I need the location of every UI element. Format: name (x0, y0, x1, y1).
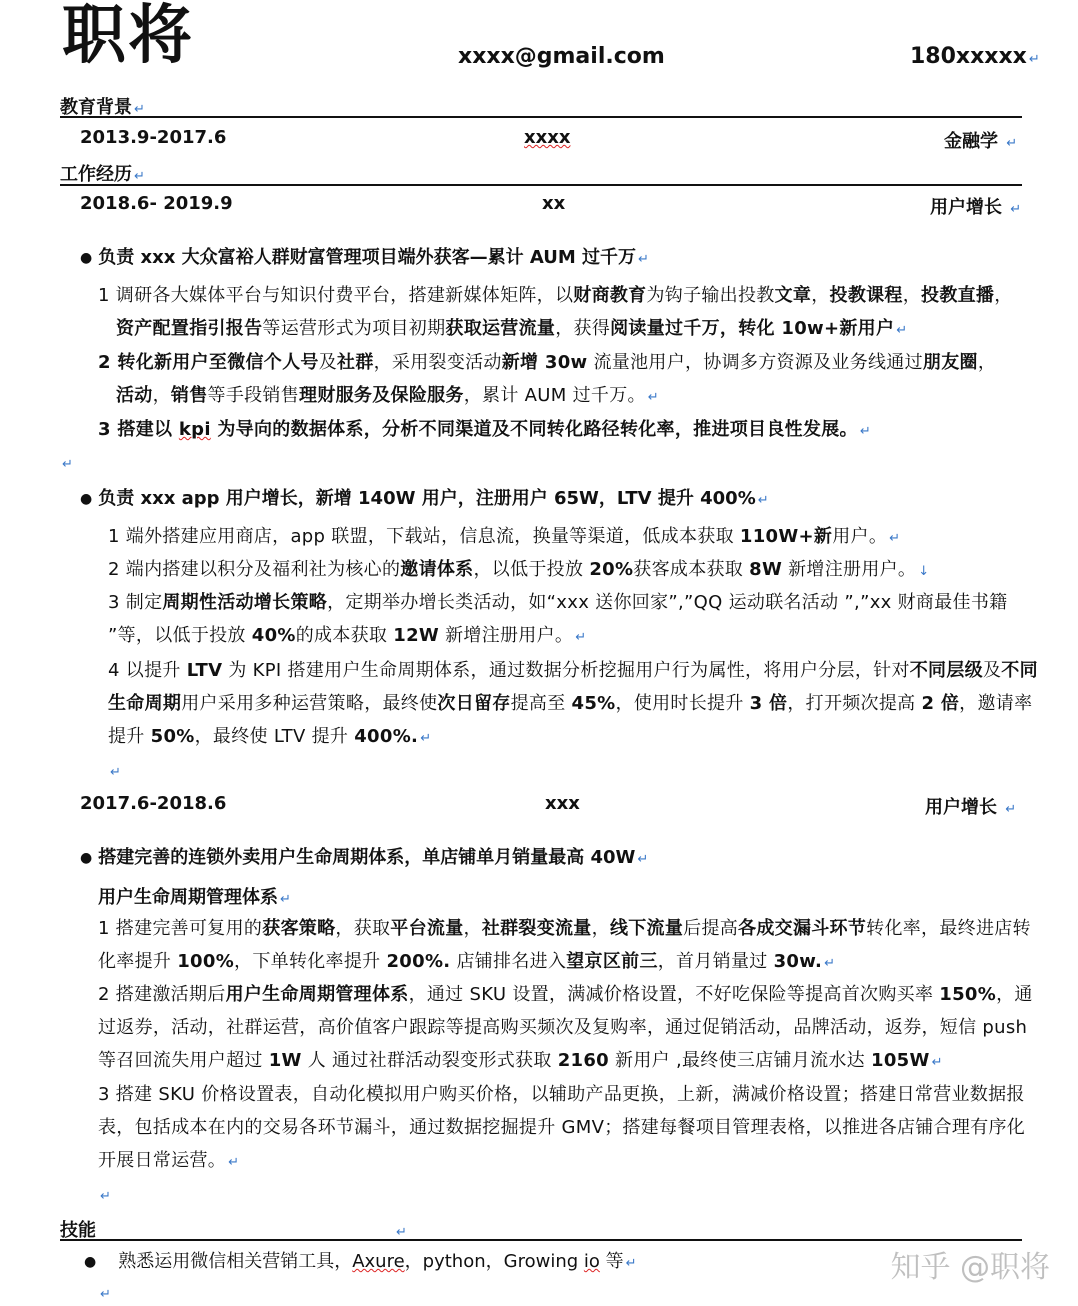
empty-paragraph (60, 452, 73, 473)
empty-paragraph (108, 760, 121, 781)
paragraph-mark: ↵ (280, 892, 291, 907)
job2-project1-item1: 1 搭建完善可复用的获客策略，获取平台流量，社群裂变流量，线下流量后提高各成交漏斗环节转化率，最终进店转化率提升 100%，下单转化率提升 200%. 店铺排名进入望京区前三，首月销量过 30w. ↵ (98, 918, 1031, 972)
section-title-education: 教育背景 ↵ (60, 97, 145, 118)
education-school: xxxx (524, 127, 571, 148)
paragraph-mark: ↵ (757, 493, 769, 508)
paragraph-mark: ↵ (134, 169, 145, 184)
job2-project1-title: ● 搭建完善的连锁外卖用户生命周期体系，单店铺单月销量最高 40W ↵ (80, 843, 648, 869)
job1-project2-item4: 4 以提升 LTV 为 KPI 搭建用户生命周期体系，通过数据分析挖掘用户行为属性，将用户分层，针对不同层级及不同生命周期用户采用多种运营策略，最终使次日留存提高至 45%，使用时长提升 3 倍，打开频次提高 2 倍，邀请率提升 50%，最终使 LTV 提升 400%. ↵ (108, 660, 1038, 747)
job1-project1-item1: 1 调研各大媒体平台与知识付费平台，搭建新媒体矩阵，以财商教育为钩子输出投教文章，投教课程，投教直播， 资产配置指引报告等运营形式为项目初期获取运营流量，获得阅读量过千万，转化 10w+新用户 ↵ (98, 285, 1013, 339)
paragraph-mark: ↵ (228, 1155, 240, 1170)
section-title-work: 工作经历 ↵ (60, 164, 145, 185)
paragraph-mark: ↵ (859, 424, 872, 439)
paragraph-mark: ↵ (896, 323, 908, 338)
paragraph-mark: ↵ (396, 1225, 407, 1240)
job2-project1-item3: 3 搭建 SKU 价格设置表，自动化模拟用户购买价格，以辅助产品更换，上新，满减价格设置；搭建日常营业数据报表，包括成本在内的交易各环节漏斗，通过数据挖掘提升 GMV；搭建每餐项目管理表格，以推进各店铺合理有序化开展日常运营。 ↵ (98, 1084, 1026, 1171)
paragraph-mark: ↵ (100, 1189, 111, 1204)
education-period: 2013.9-2017.6 (80, 127, 227, 148)
watermark: 知乎 @职将 (890, 1250, 1050, 1285)
paragraph-mark: ↵ (575, 630, 587, 645)
job1-project2-item3: 3 制定周期性活动增长策略，定期举办增长类活动，如“xxx 送你回家”,”QQ 运动联名活动 ”,”xx 财商最佳书籍 ”等，以低于投放 40%的成本获取 12W 新增注册用户。 ↵ (108, 592, 1008, 646)
paragraph-mark: ↵ (625, 1256, 637, 1271)
paragraph-mark: ↵ (638, 252, 649, 267)
paragraph-mark: ↵ (889, 531, 901, 546)
paragraph-mark: ↵ (824, 956, 836, 971)
job2-role: 用户增长 ↵ (925, 797, 1017, 818)
paragraph-mark: ↵ (134, 102, 145, 117)
paragraph-mark: ↵ (1005, 802, 1017, 817)
job2-period: 2017.6-2018.6 (80, 793, 227, 814)
job1-project1-item2: 2 转化新用户至微信个人号及社群，采用裂变活动新增 30w 流量池用户，协调多方资源及业务线通过朋友圈， 活动，销售等手段销售理财服务及保险服务，累计 AUM 过千万。 ↵ (98, 352, 997, 406)
section-title-skills: 技能 ↵ (60, 1220, 407, 1241)
job2-company: xxx (545, 793, 580, 814)
job1-role: 用户增长 ↵ (930, 197, 1022, 218)
paragraph-mark: ↵ (62, 457, 73, 472)
paragraph-mark: ↵ (1028, 52, 1040, 67)
job1-project2-item2: 2 端内搭建以积分及福利社为核心的邀请体系，以低于投放 20%获客成本获取 8W 新增注册用户。 ↓ (108, 559, 930, 580)
job2-project1-subtitle: 用户生命周期管理体系 ↵ (98, 887, 291, 908)
job1-project2-item1: 1 端外搭建应用商店，app 联盟，下载站，信息流，换量等渠道，低成本获取 110W+新用户。 ↵ (108, 526, 901, 547)
section-rule (60, 116, 1022, 118)
paragraph-mark: ↵ (637, 852, 649, 867)
phone-number: 180xxxxx ↵ (910, 44, 1040, 69)
paragraph-mark: ↵ (647, 390, 659, 405)
down-arrow-mark: ↓ (918, 564, 930, 579)
paragraph-mark: ↵ (420, 731, 432, 746)
job2-project1-item2: 2 搭建激活期后用户生命周期管理体系，通过 SKU 设置，满减价格设置，不好吃保险等提高首次购买率 150%，通过返券，活动，社群运营，高价值客户跟踪等提高购买频次及复购率，通过促销活动，品牌活动，返券，短信 push 等召回流失用户超过 1W 人 通过社群活动裂变形式获取 2160 新用户 ,最终使三店铺月流水达 105W ↵ (98, 984, 1033, 1071)
job1-project1-item3: 3 搭建以 kpi 为导向的数据体系，分析不同渠道及不同转化路径转化率，推进项目良性发展。 ↵ (98, 419, 872, 440)
bullet-dot: ● (84, 1254, 97, 1270)
education-major: 金融学 ↵ (944, 131, 1018, 152)
email-address: xxxx@gmail.com (458, 44, 665, 69)
empty-paragraph (98, 1282, 111, 1303)
paragraph-mark: ↵ (931, 1055, 943, 1070)
paragraph-mark: ↵ (1010, 202, 1022, 217)
job1-project1-title: ● 负责 xxx 大众富裕人群财富管理项目端外获客—累计 AUM 过千万 ↵ (80, 243, 649, 269)
section-rule (60, 1239, 1022, 1241)
job1-project2-title: ● 负责 xxx app 用户增长，新增 140W 用户，注册用户 65W，LTV 提升 400% ↵ (80, 484, 769, 510)
skills-item: ● 熟悉运用微信相关营销工具，Axure，python，Growing io 等 ↵ (84, 1251, 637, 1272)
paragraph-mark: ↵ (100, 1287, 111, 1302)
paragraph-mark: ↵ (1006, 136, 1018, 151)
job1-company: xx (542, 193, 566, 214)
candidate-name: 职将 (62, 0, 194, 73)
paragraph-mark: ↵ (110, 765, 121, 780)
job1-period: 2018.6- 2019.9 (80, 193, 233, 214)
empty-paragraph (98, 1184, 111, 1205)
section-rule (60, 184, 1022, 186)
